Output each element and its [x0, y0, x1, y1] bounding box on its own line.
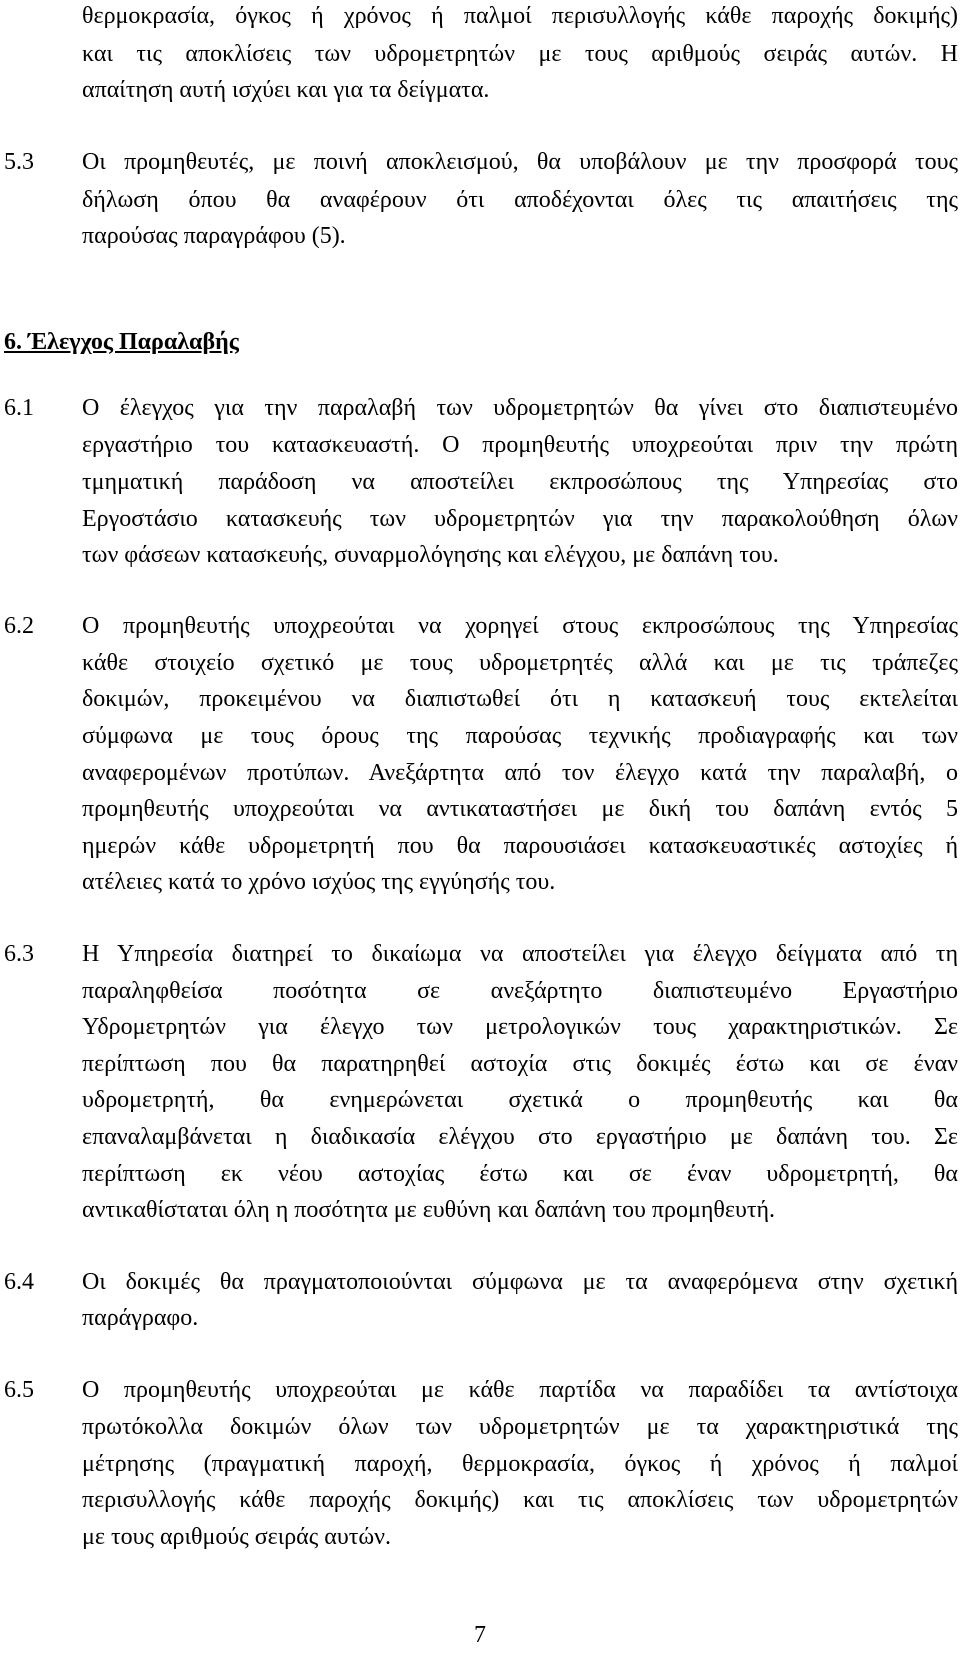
section-6-1-line-1: Ο έλεγχος για την παραλαβή των υδρομετρητών θα γίνει στο διαπιστευμένο: [82, 395, 958, 421]
section-6-1-line-4: Εργοστάσιο κατασκευής των υδρομετρητών για την παρακολούθηση όλων: [82, 506, 958, 532]
section-6-5-line-2: πρωτόκολλα δοκιμών όλων των υδρομετρητών με τα χαρακτηριστικά της: [82, 1414, 958, 1440]
section-number-6-1: 6.1: [4, 395, 34, 421]
section-6-3-line-3: Υδρομετρητών για έλεγχο των μετρολογικών τους χαρακτηριστικών. Σε: [82, 1014, 958, 1040]
section-6-3-line-1: Η Υπηρεσία διατηρεί το δικαίωμα να αποστείλει για έλεγχο δείγματα από τη: [82, 941, 958, 967]
section-6-5-line-1: Ο προμηθευτής υποχρεούται με κάθε παρτίδα να παραδίδει τα αντίστοιχα: [82, 1377, 958, 1403]
section-6-2-line-8: ατέλειες κατά το χρόνο ισχύος της εγγύησής του.: [82, 869, 556, 895]
section-6-5-line-5: με τους αριθμούς σειράς αυτών.: [82, 1524, 392, 1550]
section-6-2-line-5: αναφερομένων προτύπων. Ανεξάρτητα από τον έλεγχο κατά την παραλαβή, ο: [82, 760, 958, 786]
section-heading-6: 6. Έλεγχος Παραλαβής: [4, 329, 239, 355]
top-paragraph-line-3: απαίτηση αυτή ισχύει και για τα δείγματα.: [82, 77, 490, 103]
section-6-4-line-2: παράγραφο.: [82, 1305, 199, 1331]
section-number-6-3: 6.3: [4, 941, 34, 967]
section-6-4-line-1: Οι δοκιμές θα πραγματοποιούνται σύμφωνα με τα αναφερόμενα στην σχετική: [82, 1269, 958, 1295]
page-number: 7: [474, 1622, 486, 1648]
section-6-3-line-7: περίπτωση εκ νέου αστοχίας έστω και σε έναν υδρομετρητή, θα: [82, 1161, 958, 1187]
section-6-1-line-5: των φάσεων κατασκευής, συναρμολόγησης και ελέγχου, με δαπάνη του.: [82, 542, 779, 568]
section-6-3-line-8: αντικαθίσταται όλη η ποσότητα με ευθύνη και δαπάνη του προμηθευτή.: [82, 1197, 776, 1223]
section-6-2-line-1: Ο προμηθευτής υποχρεούται να χορηγεί στους εκπροσώπους της Υπηρεσίας: [82, 613, 958, 639]
section-number-6-4: 6.4: [4, 1269, 34, 1295]
section-6-1-line-2: εργαστήριο του κατασκευαστή. Ο προμηθευτής υποχρεούται πριν την πρώτη: [82, 432, 958, 458]
section-6-2-line-4: σύμφωνα με τους όρους της παρούσας τεχνικής προδιαγραφής και των: [82, 723, 958, 749]
section-6-3-line-5: υδρομετρητή, θα ενημερώνεται σχετικά ο προμηθευτής και θα: [82, 1087, 958, 1113]
section-5-3-line-1: Οι προμηθευτές, με ποινή αποκλεισμού, θα υποβάλουν με την προσφορά τους: [82, 149, 958, 175]
section-6-2-line-7: ημερών κάθε υδρομετρητή που θα παρουσιάσει κατασκευαστικές αστοχίες ή: [82, 833, 958, 859]
section-6-2-line-6: προμηθευτής υποχρεούται να αντικαταστήσει με δική του δαπάνη εντός 5: [82, 796, 958, 822]
section-5-3-line-3: παρούσας παραγράφου (5).: [82, 223, 346, 249]
section-number-5-3: 5.3: [4, 149, 34, 175]
section-6-5-line-3: μέτρησης (πραγματική παροχή, θερμοκρασία, όγκος ή χρόνος ή παλμοί: [82, 1451, 958, 1477]
section-5-3-line-2: δήλωση όπου θα αναφέρουν ότι αποδέχονται όλες τις απαιτήσεις της: [82, 187, 958, 213]
section-number-6-5: 6.5: [4, 1377, 34, 1403]
section-6-2-line-2: κάθε στοιχείο σχετικό με τους υδρομετρητές αλλά και με τις τράπεζες: [82, 650, 958, 676]
section-6-3-line-2: παραληφθείσα ποσότητα σε ανεξάρτητο διαπιστευμένο Εργαστήριο: [82, 978, 958, 1004]
section-number-6-2: 6.2: [4, 613, 34, 639]
top-paragraph-line-1: θερμοκρασία, όγκος ή χρόνος ή παλμοί περισυλλογής κάθε παροχής δοκιμής): [82, 3, 958, 29]
section-6-3-line-4: περίπτωση που θα παρατηρηθεί αστοχία στις δοκιμές έστω και σε έναν: [82, 1051, 958, 1077]
section-6-5-line-4: περισυλλογής κάθε παροχής δοκιμής) και τις αποκλίσεις των υδρομετρητών: [82, 1487, 958, 1513]
section-6-3-line-6: επαναλαμβάνεται η διαδικασία ελέγχου στο εργαστήριο με δαπάνη του. Σε: [82, 1124, 958, 1150]
section-6-2-line-3: δοκιμών, προκειμένου να διαπιστωθεί ότι η κατασκευή τους εκτελείται: [82, 686, 958, 712]
top-paragraph-line-2: και τις αποκλίσεις των υδρομετρητών με τους αριθμούς σειράς αυτών. Η: [82, 41, 958, 67]
section-6-1-line-3: τμηματική παράδοση να αποστείλει εκπροσώπους της Υπηρεσίας στο: [82, 469, 958, 495]
